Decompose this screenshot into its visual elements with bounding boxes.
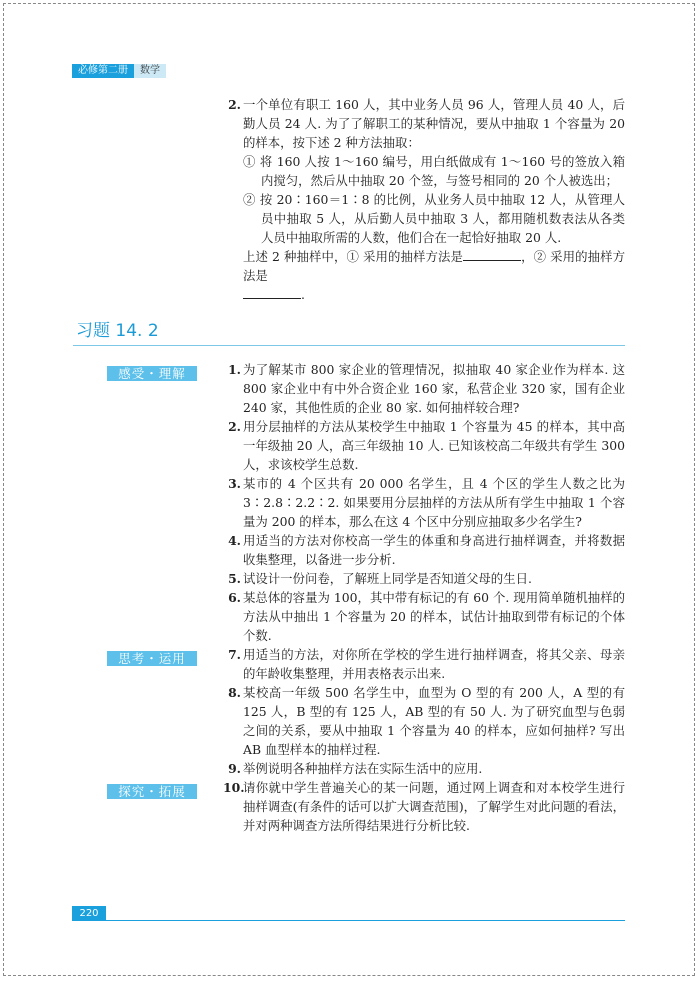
problem-text: 一个单位有职工 160 人，其中业务人员 96 人，管理人员 40 人，后勤人员 24 人. 为了了解职工的某种情况，要从中抽取 1 个容量为 20 的样本，按下述 2 种方法抽取： [243,97,625,150]
exercise-number: 5. [228,571,241,586]
question-line [243,247,625,304]
exercise-number: 6. [228,590,241,605]
exercise-item [227,683,625,759]
exercise-text: 用分层抽样的方法从某校学生中抽取 1 个容量为 45 的样本，其中高一年级抽 20 人，高三年级抽 10 人. 已知该校高二年级共有学生 300 人，求该校学生总数. [243,419,625,472]
exercise-number: 9. [228,761,241,776]
exercise-number: 8. [228,685,241,700]
exercise-text: 某总体的容量为 100，其中带有标记的有 60 个. 现用简单随机抽样的方法从中抽出 1 个容量为 20 的样本，试估计抽取到带有标记的个体个数. [243,590,625,643]
book-label: 必修第二册 [72,64,134,78]
tag-understand: 感受・理解 [107,366,197,381]
group-understand [107,360,700,645]
exercise-text: 请你就中学生普遍关心的某一问题，通过网上调查和对本校学生进行抽样调查(有条件的话可以扩大调查范围)，了解学生对此问题的看法，并对两种调查方法所得结果进行分析比较. [243,780,625,833]
exercise-number: 1. [228,362,241,377]
section-divider [73,345,625,346]
exercise-item [227,474,625,531]
page-number: 220 [72,906,106,921]
exercise-number: 10. [223,780,245,795]
tag-explore: 探究・拓展 [107,784,197,799]
exercise-item [227,645,625,683]
question-part-a: 上述 2 种抽样中，① 采用的抽样方法是 [243,249,463,264]
exercise-item [223,778,625,835]
exercise-list-2 [227,645,625,778]
exercise-item [227,569,625,588]
running-header [72,64,700,78]
exercise-number: 4. [228,533,241,548]
tag-apply: 思考・运用 [107,651,197,666]
exercise-list-3 [223,778,625,835]
spacer [0,835,700,906]
exercise-text: 用适当的方法对你校高一学生的体重和身高进行抽样调查，并将数据收集整理，以备进一步分析. [243,533,625,567]
group-explore [107,778,700,835]
footer-rule [106,920,625,921]
answer-blank-1 [463,248,521,261]
subject-label: 数学 [134,64,166,78]
section-title: 习题 14. 2 [76,321,159,341]
exercise-item [227,360,625,417]
exercise-item [227,759,625,778]
method-2: ② 按 20∶160＝1∶8 的比例，从业务人员中抽取 12 人，从管理人员中抽取 5 人，从后勤人员中抽取 3 人，都用随机数表法从各类人员中抽取所需的人数，他们合在一起恰好抽取 20 人. [243,192,625,245]
group-apply [107,645,700,778]
exercise-number: 3. [228,476,241,491]
example-problem [227,95,625,304]
problem-number: 2. [228,97,241,112]
method-1: ① 将 160 人按 1～160 编号，用白纸做成有 1～160 号的签放入箱内搅匀，然后从中抽取 20 个签，与签号相同的 20 个人被选出； [243,154,625,188]
exercise-number: 7. [228,647,241,662]
question-end: . [301,287,305,302]
exercise-text: 举例说明各种抽样方法在实际生活中的应用. [243,761,483,776]
footer [72,906,700,921]
exercise-number: 2. [228,419,241,434]
exercise-text: 为了解某市 800 家企业的管理情况，拟抽取 40 家企业作为样本. 这800 家企业中有中外合资企业 160 家，私营企业 320 家，国有企业 240 家，其他性质的企业 80 家. 如何抽样较合理? [243,362,625,415]
exercise-text: 用适当的方法，对你所在学校的学生进行抽样调查，将其父亲、母亲的年龄收集整理，并用表格表示出来. [243,647,625,681]
exercise-text: 试设计一份问卷，了解班上同学是否知道父母的生日. [243,571,532,586]
question-part-b: ，② 采用的抽样方法是 [243,249,625,283]
exercise-item [227,588,625,645]
answer-blank-2 [243,286,301,299]
exercise-text: 某校高一年级 500 名学生中，血型为 O 型的有 200 人，A 型的有 125 人，B 型的有 125 人，AB 型的有 50 人. 为了研究血型与色弱之间的关系，要从中抽取 1 个容量为 40 的样本，应如何抽样? 写出 AB 血型样本的抽样过程. [243,685,625,757]
exercise-item [227,417,625,474]
exercise-list-1 [227,360,625,645]
exercise-text: 某市的 4 个区共有 20 000 名学生，且 4 个区的学生人数之比为 3∶2.8∶2.2∶2. 如果要用分层抽样的方法从所有学生中抽取 1 个容量为 200 的样本，那么在这 4 个区中分别应抽取多少名学生? [243,476,625,529]
exercise-item [227,531,625,569]
